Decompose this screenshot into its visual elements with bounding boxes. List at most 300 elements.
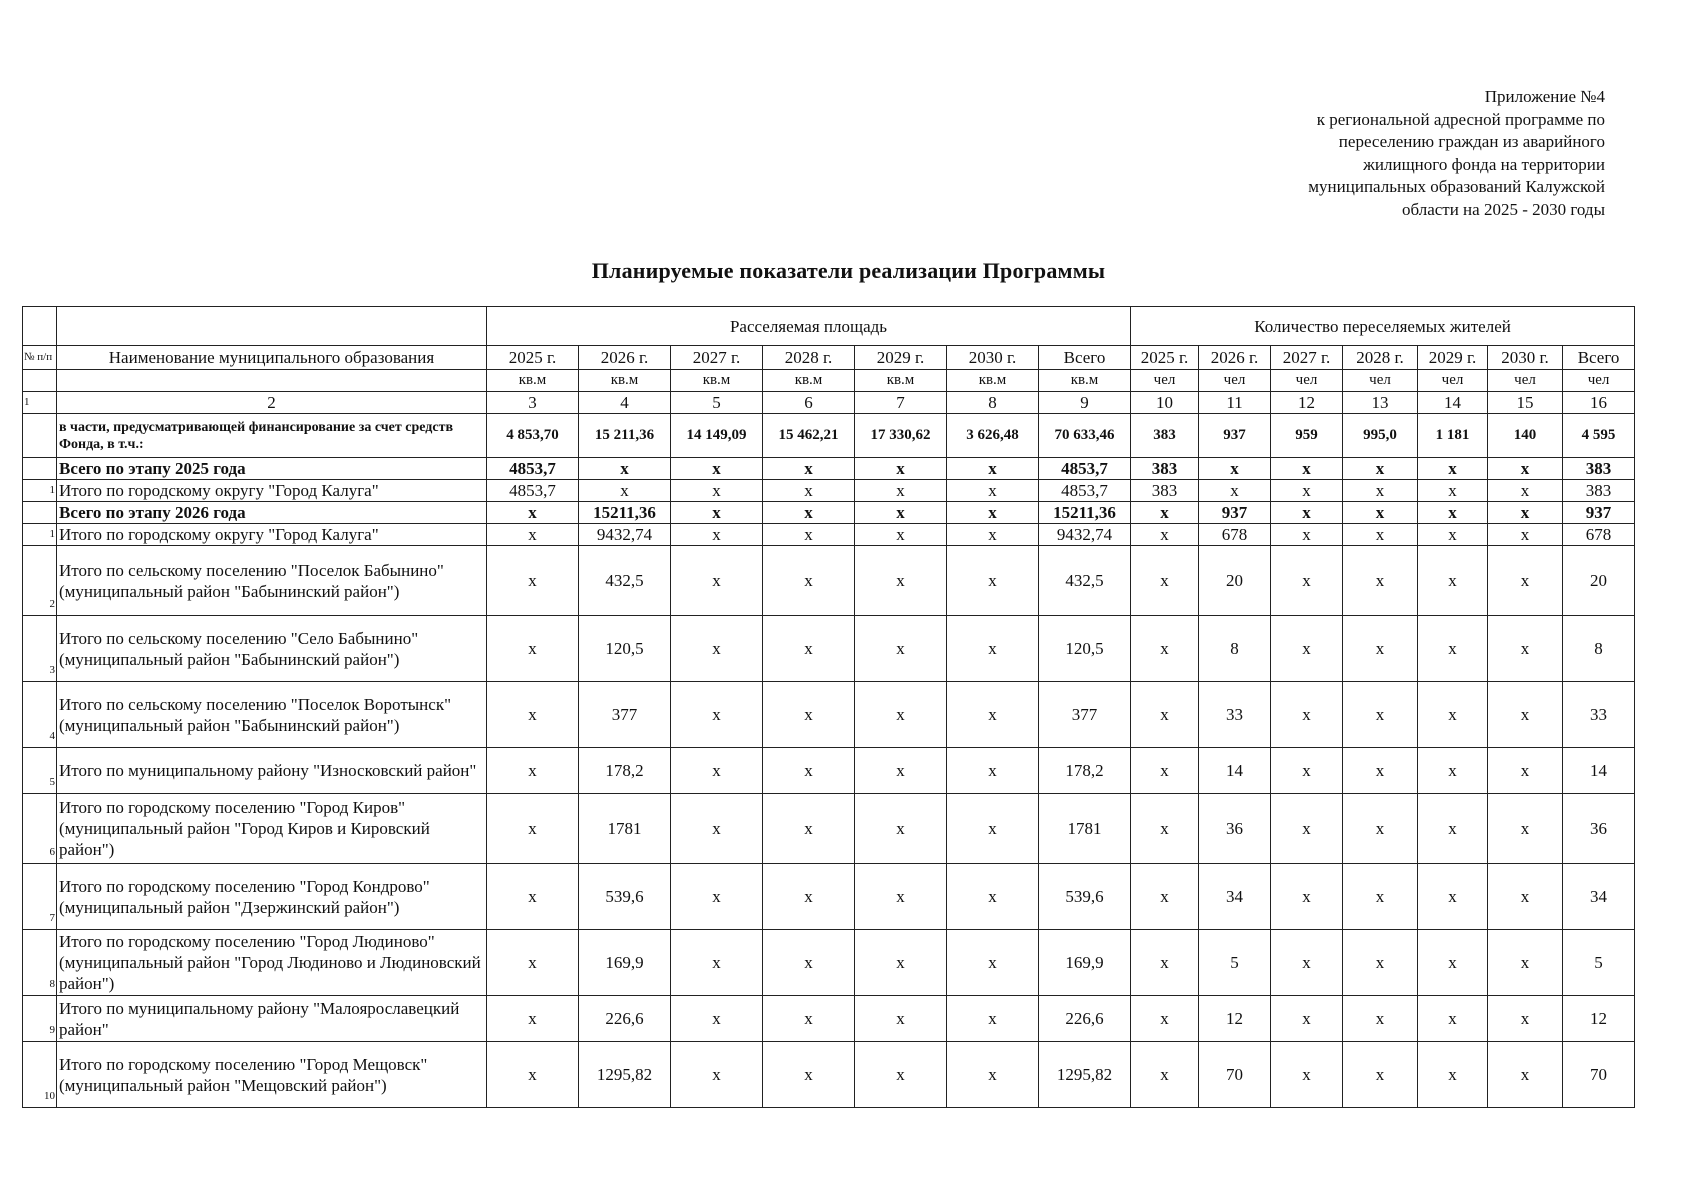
row-number: 2 <box>23 546 57 616</box>
column-number: 15 <box>1488 392 1563 414</box>
people-year-header: 2028 г. <box>1343 346 1418 370</box>
municipality-name: Итого по городскому округу "Город Калуга" <box>57 480 487 502</box>
people-value: 12 <box>1563 996 1635 1042</box>
people-value: 8 <box>1563 616 1635 682</box>
area-value: 1295,82 <box>1039 1042 1131 1108</box>
municipality-name: в части, предусматривающей финансирование за счет средств Фонда, в т.ч.: <box>57 414 487 458</box>
area-value: 1781 <box>1039 794 1131 864</box>
column-number: 4 <box>579 392 671 414</box>
area-value: х <box>671 480 763 502</box>
area-value: х <box>763 794 855 864</box>
table-row <box>23 996 1635 1042</box>
area-value: х <box>579 458 671 480</box>
no-header-top <box>23 307 57 346</box>
people-unit: чел <box>1199 370 1271 392</box>
area-value: 4853,7 <box>1039 480 1131 502</box>
area-year-header: 2028 г. <box>763 346 855 370</box>
people-value: 70 <box>1199 1042 1271 1108</box>
name-header-top <box>57 307 487 346</box>
column-number: 6 <box>763 392 855 414</box>
people-value: 383 <box>1563 480 1635 502</box>
people-value: 4 595 <box>1563 414 1635 458</box>
people-year-header: 2029 г. <box>1418 346 1488 370</box>
area-value: х <box>855 682 947 748</box>
people-value: х <box>1131 682 1199 748</box>
people-value: х <box>1131 616 1199 682</box>
area-value: 15 211,36 <box>579 414 671 458</box>
area-value: х <box>855 480 947 502</box>
people-year-header: 2030 г. <box>1488 346 1563 370</box>
people-year-header: Всего <box>1563 346 1635 370</box>
no-unit-cell <box>23 370 57 392</box>
appendix-line: жилищного фонда на территории <box>1363 154 1605 174</box>
area-value: х <box>947 794 1039 864</box>
people-value: х <box>1488 682 1563 748</box>
area-value: 15211,36 <box>1039 502 1131 524</box>
area-value: 4853,7 <box>487 458 579 480</box>
table-row <box>23 458 1635 480</box>
area-value: 178,2 <box>1039 748 1131 794</box>
area-unit: кв.м <box>671 370 763 392</box>
area-value: 432,5 <box>1039 546 1131 616</box>
area-value: х <box>855 996 947 1042</box>
table-row <box>23 524 1635 546</box>
area-value: 539,6 <box>1039 864 1131 930</box>
people-value: х <box>1131 794 1199 864</box>
people-value: х <box>1343 480 1418 502</box>
area-value: 169,9 <box>579 930 671 996</box>
area-value: х <box>855 864 947 930</box>
area-value: 4853,7 <box>487 480 579 502</box>
area-value: х <box>671 616 763 682</box>
area-value: 178,2 <box>579 748 671 794</box>
people-value: 959 <box>1271 414 1343 458</box>
area-value: х <box>855 930 947 996</box>
people-value: 383 <box>1563 458 1635 480</box>
people-unit: чел <box>1131 370 1199 392</box>
appendix-note <box>1245 86 1605 221</box>
area-value: х <box>763 1042 855 1108</box>
people-value: х <box>1131 864 1199 930</box>
table-row <box>23 794 1635 864</box>
area-value: х <box>671 794 763 864</box>
people-value: х <box>1488 502 1563 524</box>
people-value: 383 <box>1131 458 1199 480</box>
row-number: 1 <box>23 480 57 502</box>
people-value: 20 <box>1563 546 1635 616</box>
table-row <box>23 616 1635 682</box>
people-value: 937 <box>1563 502 1635 524</box>
people-value: х <box>1271 524 1343 546</box>
table-row <box>23 748 1635 794</box>
people-value: х <box>1343 864 1418 930</box>
municipality-name: Итого по сельскому поселению "Поселок Воротынск" (муниципальный район "Бабынинский район") <box>57 682 487 748</box>
people-value: х <box>1488 930 1563 996</box>
area-value: х <box>763 524 855 546</box>
people-unit: чел <box>1271 370 1343 392</box>
people-value: х <box>1488 524 1563 546</box>
area-group-header: Расселяемая площадь <box>487 307 1131 346</box>
municipality-name: Итого по муниципальному району "Малоярославецкий район" <box>57 996 487 1042</box>
area-value: 4 853,70 <box>487 414 579 458</box>
municipality-name: Итого по сельскому поселению "Поселок Бабынино" (муниципальный район "Бабынинский район") <box>57 546 487 616</box>
people-value: х <box>1343 794 1418 864</box>
header-unit-row <box>23 370 1635 392</box>
people-value: 34 <box>1563 864 1635 930</box>
people-value: х <box>1418 748 1488 794</box>
row-number: 5 <box>23 748 57 794</box>
people-group-header: Количество переселяемых жителей <box>1131 307 1635 346</box>
row-number: 9 <box>23 996 57 1042</box>
area-value: х <box>855 748 947 794</box>
area-value: х <box>763 996 855 1042</box>
area-value: х <box>855 1042 947 1108</box>
municipality-name: Итого по муниципальному району "Износковский район" <box>57 748 487 794</box>
row-number: 6 <box>23 794 57 864</box>
column-number: 10 <box>1131 392 1199 414</box>
people-value: х <box>1418 930 1488 996</box>
area-year-header: Всего <box>1039 346 1131 370</box>
area-value: х <box>487 996 579 1042</box>
people-value: 70 <box>1563 1042 1635 1108</box>
people-value: 12 <box>1199 996 1271 1042</box>
people-value: х <box>1488 794 1563 864</box>
people-year-header: 2027 г. <box>1271 346 1343 370</box>
table-row <box>23 414 1635 458</box>
people-unit: чел <box>1563 370 1635 392</box>
area-year-header: 2027 г. <box>671 346 763 370</box>
municipality-name: Всего по этапу 2025 года <box>57 458 487 480</box>
area-value: х <box>947 458 1039 480</box>
area-value: х <box>855 502 947 524</box>
area-value: 226,6 <box>1039 996 1131 1042</box>
name-header: Наименование муниципального образования <box>57 346 487 370</box>
area-value: х <box>487 930 579 996</box>
people-value: 20 <box>1199 546 1271 616</box>
area-value: х <box>763 682 855 748</box>
row-number <box>23 458 57 480</box>
column-number: 2 <box>57 392 487 414</box>
people-value: х <box>1131 748 1199 794</box>
area-value: 377 <box>579 682 671 748</box>
area-value: х <box>947 682 1039 748</box>
appendix-line: области на 2025 - 2030 годы <box>1401 199 1605 219</box>
area-value: х <box>947 996 1039 1042</box>
people-value: х <box>1343 682 1418 748</box>
area-value: 9432,74 <box>579 524 671 546</box>
area-value: х <box>671 1042 763 1108</box>
people-value: х <box>1343 546 1418 616</box>
column-number: 5 <box>671 392 763 414</box>
row-number: 3 <box>23 616 57 682</box>
column-number: 12 <box>1271 392 1343 414</box>
area-value: 9432,74 <box>1039 524 1131 546</box>
people-value: х <box>1343 458 1418 480</box>
municipality-name: Всего по этапу 2026 года <box>57 502 487 524</box>
people-value: х <box>1271 502 1343 524</box>
area-value: х <box>947 930 1039 996</box>
people-value: 34 <box>1199 864 1271 930</box>
area-value: х <box>487 682 579 748</box>
people-value: х <box>1418 524 1488 546</box>
people-value: х <box>1131 930 1199 996</box>
people-value: х <box>1343 524 1418 546</box>
area-value: 226,6 <box>579 996 671 1042</box>
area-value: х <box>855 546 947 616</box>
area-value: х <box>487 502 579 524</box>
area-value: х <box>487 794 579 864</box>
table-row <box>23 864 1635 930</box>
area-value: х <box>671 458 763 480</box>
area-value: х <box>487 864 579 930</box>
area-value: 1781 <box>579 794 671 864</box>
table-row <box>23 480 1635 502</box>
people-value: х <box>1418 616 1488 682</box>
area-value: х <box>855 794 947 864</box>
people-value: х <box>1488 546 1563 616</box>
people-value: х <box>1488 1042 1563 1108</box>
area-value: х <box>947 864 1039 930</box>
people-unit: чел <box>1488 370 1563 392</box>
column-number: 7 <box>855 392 947 414</box>
people-value: х <box>1271 996 1343 1042</box>
row-number <box>23 414 57 458</box>
area-value: 539,6 <box>579 864 671 930</box>
table-row <box>23 546 1635 616</box>
row-number <box>23 502 57 524</box>
area-value: 120,5 <box>1039 616 1131 682</box>
area-value: х <box>763 546 855 616</box>
area-unit: кв.м <box>1039 370 1131 392</box>
area-value: х <box>947 502 1039 524</box>
people-value: 383 <box>1131 414 1199 458</box>
area-value: х <box>579 480 671 502</box>
area-value: 169,9 <box>1039 930 1131 996</box>
people-value: 14 <box>1199 748 1271 794</box>
people-value: х <box>1488 480 1563 502</box>
column-number: 16 <box>1563 392 1635 414</box>
header-group-row <box>23 307 1635 346</box>
people-value: х <box>1343 1042 1418 1108</box>
area-year-header: 2025 г. <box>487 346 579 370</box>
area-value: х <box>487 616 579 682</box>
people-value: х <box>1271 1042 1343 1108</box>
area-unit: кв.м <box>763 370 855 392</box>
area-value: 15 462,21 <box>763 414 855 458</box>
area-unit: кв.м <box>487 370 579 392</box>
people-value: х <box>1131 546 1199 616</box>
people-value: 678 <box>1199 524 1271 546</box>
row-number: 10 <box>23 1042 57 1108</box>
people-value: х <box>1343 616 1418 682</box>
people-value: х <box>1418 480 1488 502</box>
area-value: х <box>671 864 763 930</box>
area-value: х <box>947 524 1039 546</box>
people-value: х <box>1418 996 1488 1042</box>
area-value: х <box>763 616 855 682</box>
row-number: 4 <box>23 682 57 748</box>
area-value: 17 330,62 <box>855 414 947 458</box>
column-number-row <box>23 392 1635 414</box>
people-value: х <box>1199 458 1271 480</box>
appendix-line: Приложение №4 <box>1484 87 1605 106</box>
area-unit: кв.м <box>579 370 671 392</box>
table-row <box>23 1042 1635 1108</box>
table-row <box>23 502 1635 524</box>
area-value: х <box>671 996 763 1042</box>
municipality-name: Итого по городскому поселению "Город Людиново" (муниципальный район "Город Людиново и Людиновский район") <box>57 930 487 996</box>
header-year-row <box>23 346 1635 370</box>
area-value: 432,5 <box>579 546 671 616</box>
area-value: х <box>763 480 855 502</box>
people-value: х <box>1418 1042 1488 1108</box>
area-value: х <box>671 546 763 616</box>
area-value: 120,5 <box>579 616 671 682</box>
area-value: 70 633,46 <box>1039 414 1131 458</box>
area-value: х <box>763 748 855 794</box>
people-value: 8 <box>1199 616 1271 682</box>
people-value: х <box>1271 794 1343 864</box>
table-row <box>23 682 1635 748</box>
people-value: 1 181 <box>1418 414 1488 458</box>
column-number: 3 <box>487 392 579 414</box>
people-value: 383 <box>1131 480 1199 502</box>
area-value: 3 626,48 <box>947 414 1039 458</box>
people-unit: чел <box>1343 370 1418 392</box>
area-value: х <box>671 524 763 546</box>
people-value: х <box>1131 502 1199 524</box>
people-value: х <box>1418 794 1488 864</box>
area-value: х <box>947 748 1039 794</box>
people-value: 5 <box>1563 930 1635 996</box>
people-value: х <box>1418 458 1488 480</box>
people-value: х <box>1271 546 1343 616</box>
people-value: х <box>1343 930 1418 996</box>
municipality-name: Итого по сельскому поселению "Село Бабынино" (муниципальный район "Бабынинский район") <box>57 616 487 682</box>
area-year-header: 2030 г. <box>947 346 1039 370</box>
people-value: х <box>1343 502 1418 524</box>
people-value: х <box>1488 996 1563 1042</box>
area-value: х <box>855 616 947 682</box>
people-value: 33 <box>1199 682 1271 748</box>
people-value: х <box>1488 616 1563 682</box>
area-value: х <box>855 458 947 480</box>
people-year-header: 2026 г. <box>1199 346 1271 370</box>
area-value: х <box>487 546 579 616</box>
people-value: х <box>1271 616 1343 682</box>
area-value: х <box>763 502 855 524</box>
area-unit: кв.м <box>855 370 947 392</box>
no-header: № п/п <box>23 346 57 370</box>
name-unit-cell <box>57 370 487 392</box>
area-value: х <box>671 748 763 794</box>
indicators-table <box>22 306 1635 1108</box>
people-unit: чел <box>1418 370 1488 392</box>
area-unit: кв.м <box>947 370 1039 392</box>
column-number: 14 <box>1418 392 1488 414</box>
people-value: 5 <box>1199 930 1271 996</box>
area-value: х <box>763 930 855 996</box>
people-value: х <box>1271 480 1343 502</box>
column-number: 9 <box>1039 392 1131 414</box>
people-value: х <box>1131 1042 1199 1108</box>
area-value: х <box>947 616 1039 682</box>
people-value: х <box>1271 458 1343 480</box>
area-value: х <box>671 682 763 748</box>
people-value: х <box>1199 480 1271 502</box>
municipality-name: Итого по городскому поселению "Город Мещовск" (муниципальный район "Мещовский район") <box>57 1042 487 1108</box>
row-number: 8 <box>23 930 57 996</box>
people-value: 36 <box>1199 794 1271 864</box>
column-number: 11 <box>1199 392 1271 414</box>
people-value: 33 <box>1563 682 1635 748</box>
row-number: 1 <box>23 524 57 546</box>
people-value: х <box>1131 524 1199 546</box>
people-value: х <box>1488 748 1563 794</box>
people-value: х <box>1343 748 1418 794</box>
people-value: 937 <box>1199 414 1271 458</box>
area-value: х <box>763 458 855 480</box>
people-value: х <box>1271 864 1343 930</box>
column-number: 13 <box>1343 392 1418 414</box>
people-year-header: 2025 г. <box>1131 346 1199 370</box>
area-year-header: 2026 г. <box>579 346 671 370</box>
people-value: х <box>1271 682 1343 748</box>
area-value: х <box>947 1042 1039 1108</box>
area-value: х <box>763 864 855 930</box>
people-value: х <box>1131 996 1199 1042</box>
area-value: х <box>855 524 947 546</box>
people-value: х <box>1488 458 1563 480</box>
people-value: х <box>1418 864 1488 930</box>
area-value: х <box>671 930 763 996</box>
area-value: х <box>487 748 579 794</box>
area-value: 377 <box>1039 682 1131 748</box>
municipality-name: Итого по городскому поселению "Город Киров" (муниципальный район "Город Киров и Кировский район") <box>57 794 487 864</box>
area-value: 4853,7 <box>1039 458 1131 480</box>
area-value: х <box>487 524 579 546</box>
area-value: х <box>487 1042 579 1108</box>
area-year-header: 2029 г. <box>855 346 947 370</box>
row-number: 7 <box>23 864 57 930</box>
people-value: 140 <box>1488 414 1563 458</box>
people-value: х <box>1418 546 1488 616</box>
table-row <box>23 930 1635 996</box>
municipality-name: Итого по городскому округу "Город Калуга" <box>57 524 487 546</box>
appendix-line: переселению граждан из аварийного <box>1338 132 1605 151</box>
appendix-line: к региональной адресной программе по <box>1316 109 1605 129</box>
area-value: х <box>947 546 1039 616</box>
area-value: 15211,36 <box>579 502 671 524</box>
area-value: 14 149,09 <box>671 414 763 458</box>
people-value: 14 <box>1563 748 1635 794</box>
people-value: 995,0 <box>1343 414 1418 458</box>
people-value: х <box>1418 502 1488 524</box>
area-value: х <box>671 502 763 524</box>
document-title: Планируемые показатели реализации Программы <box>591 258 1106 283</box>
people-value: 678 <box>1563 524 1635 546</box>
people-value: х <box>1271 930 1343 996</box>
appendix-line: муниципальных образований Калужской <box>1308 177 1605 196</box>
people-value: х <box>1488 864 1563 930</box>
municipality-name: Итого по городскому поселению "Город Кондрово" (муниципальный район "Дзержинский район") <box>57 864 487 930</box>
column-number: 1 <box>23 392 57 414</box>
column-number: 8 <box>947 392 1039 414</box>
people-value: 937 <box>1199 502 1271 524</box>
people-value: х <box>1271 748 1343 794</box>
area-value: х <box>947 480 1039 502</box>
people-value: х <box>1343 996 1418 1042</box>
